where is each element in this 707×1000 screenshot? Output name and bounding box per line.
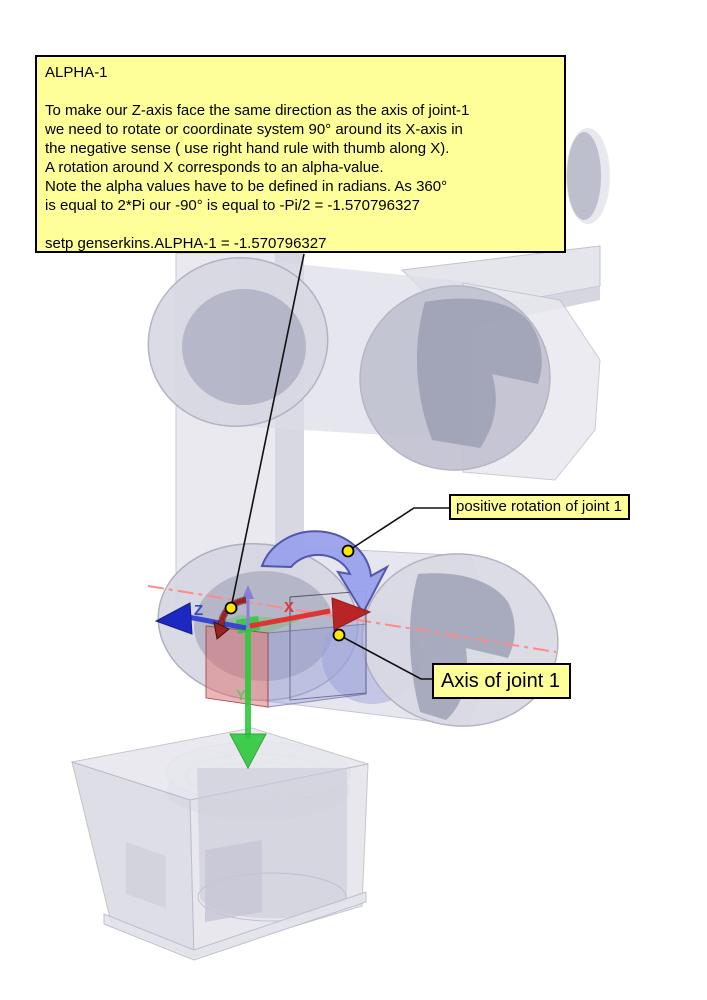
robot-base [72, 728, 368, 960]
alpha-note-line: the negative sense ( use right hand rule with thumb along X). [45, 140, 450, 157]
pedestal-door-panel [205, 840, 262, 922]
shoulder-cylinder-left-bore [182, 289, 306, 405]
y-axis-label: Y [236, 687, 247, 704]
alpha-note-box [35, 55, 566, 253]
marker-dot-rotation [343, 546, 354, 557]
alpha-note-line: To make our Z-axis face the same direction as the axis of joint-1 [45, 102, 470, 119]
alpha-note-line: we need to rotate or coordinate system 90° around its X-axis in [45, 121, 463, 138]
leader-line-positive-rotation [348, 508, 449, 551]
marker-dot-axis [334, 630, 345, 641]
alpha-note-command: setp genserkins.ALPHA-1 = -1.570796327 [45, 235, 327, 252]
coordinate-cube-right-face [268, 624, 366, 707]
z-axis-label: Z [194, 602, 204, 619]
marker-dot-origin [226, 603, 237, 614]
callout-axis-of-joint1: Axis of joint 1 [432, 663, 571, 699]
alpha-note-spacer [45, 215, 558, 234]
upper-elbow-cylinder [567, 132, 601, 220]
alpha-note-line: A rotation around X corresponds to an alpha-value. [45, 159, 384, 176]
alpha-note-title: ALPHA-1 [45, 64, 108, 81]
alpha-note-line: is equal to 2*Pi our -90° is equal to -Pi/2 = -1.570796327 [45, 197, 420, 214]
alpha-note-line: Note the alpha values have to be defined in radians. As 360° [45, 178, 448, 195]
callout-positive-rotation: positive rotation of joint 1 [449, 494, 630, 520]
x-axis-label: X [284, 599, 295, 616]
alpha-note-spacer [45, 82, 558, 101]
